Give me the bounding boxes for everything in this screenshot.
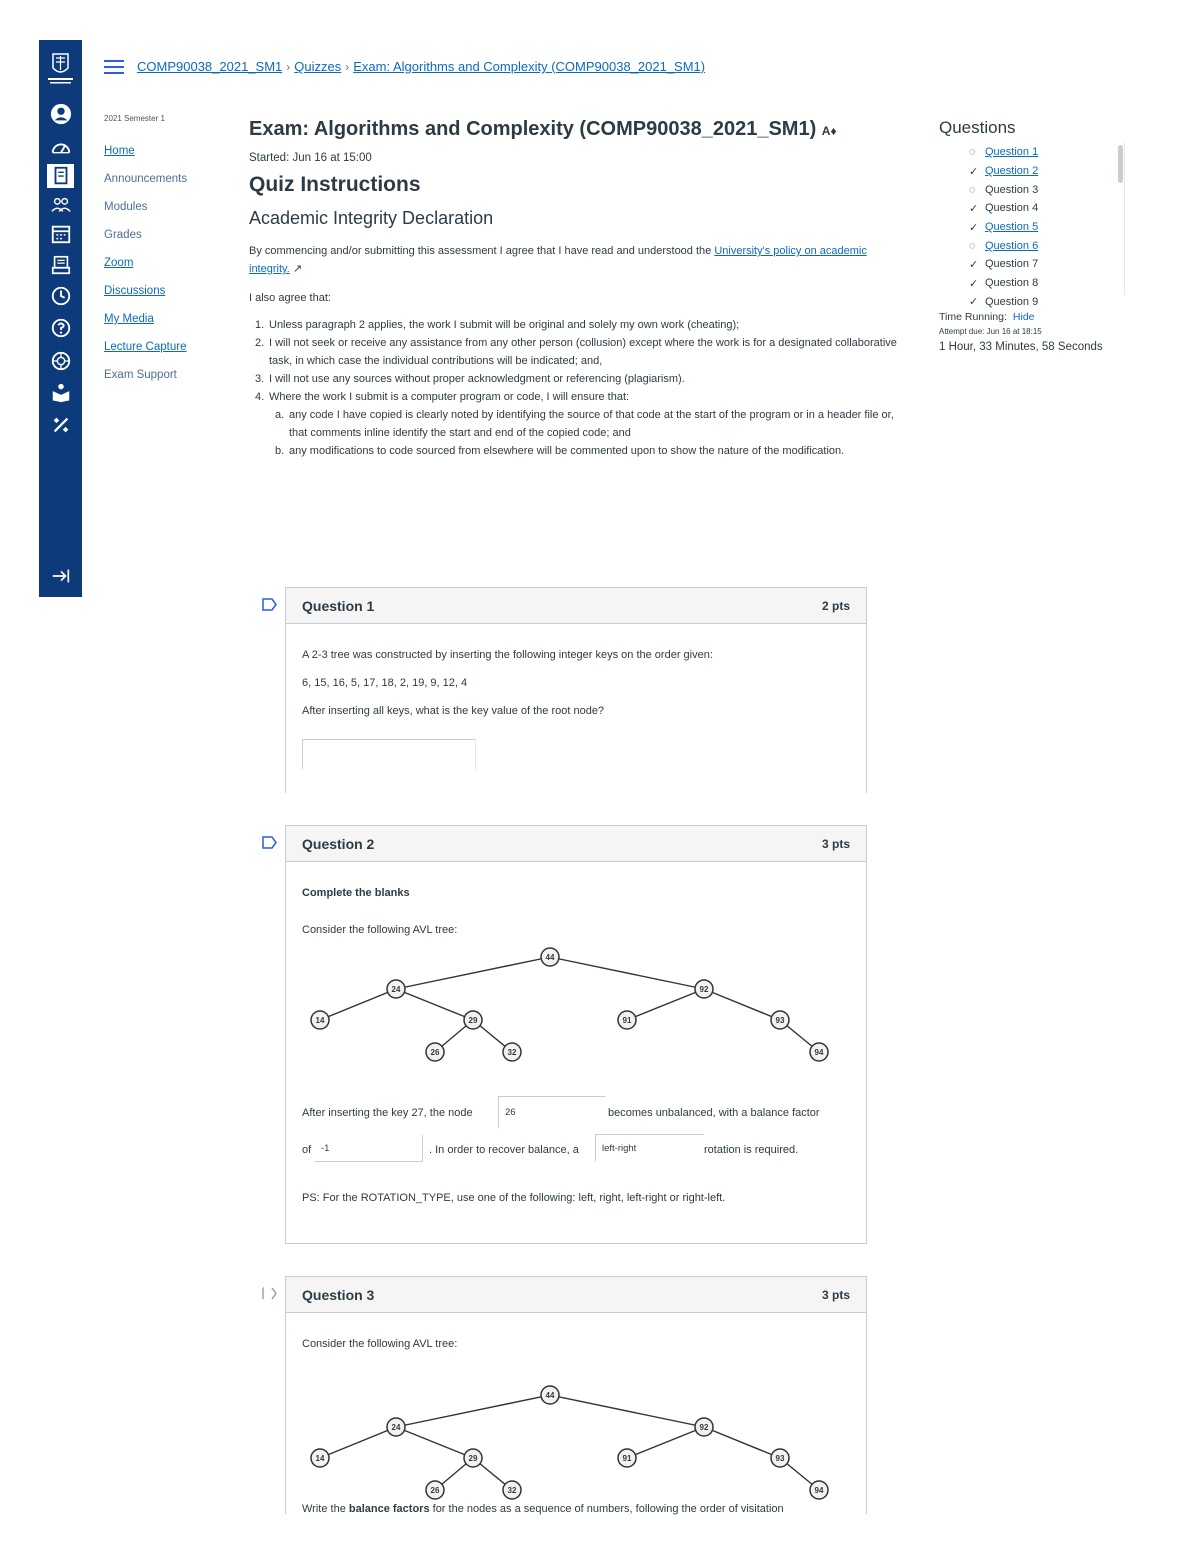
course-nav-zoom[interactable]: Zoom bbox=[104, 257, 134, 269]
question-text-part: for the nodes as a sequence of numbers, following the order of visitation bbox=[429, 1503, 784, 1515]
list-text: I will not use any sources without proper acknowledgment or referencing (plagiarism). bbox=[269, 373, 685, 385]
answer-input[interactable] bbox=[302, 739, 476, 770]
question-text: . In order to recover balance, a bbox=[429, 1144, 579, 1156]
question-text-bold: balance factors bbox=[348, 1503, 430, 1515]
question-title: Question 1 bbox=[302, 597, 375, 614]
questions-list[interactable] bbox=[969, 143, 1129, 309]
tree-node-label: 91 bbox=[622, 1454, 632, 1463]
question-title: Question 2 bbox=[302, 835, 375, 852]
list-text: any modifications to code sourced from elsewhere will be commented upon to show the nature of the modification. bbox=[289, 445, 845, 457]
question-nav-link[interactable]: Question 6 bbox=[985, 239, 1039, 252]
flag-question-icon[interactable] bbox=[262, 1287, 278, 1300]
question-nav-link[interactable]: Question 5 bbox=[985, 221, 1039, 234]
tree-edge bbox=[550, 957, 704, 989]
history-icon[interactable] bbox=[47, 284, 74, 308]
declaration-text-body: By commencing and/or submitting this assessment I agree that I have read and understood the bbox=[249, 245, 715, 257]
question-nav-item[interactable] bbox=[969, 255, 1129, 274]
question-nav-item[interactable] bbox=[969, 293, 1129, 312]
hamburger-menu-icon[interactable] bbox=[104, 60, 124, 76]
questions-panel-title: Questions bbox=[939, 118, 1016, 137]
question-text: becomes unbalanced, with a balance factor bbox=[608, 1107, 820, 1119]
question-heading: Complete the blanks bbox=[302, 887, 410, 899]
tree-node-label: 94 bbox=[814, 1486, 824, 1495]
tools-icon[interactable] bbox=[47, 413, 74, 437]
balance-factor-input[interactable]: -1 bbox=[314, 1134, 423, 1162]
question-text: Consider the following AVL tree: bbox=[302, 1338, 458, 1350]
question-body bbox=[286, 1313, 866, 1513]
external-link-icon: ↗ bbox=[292, 263, 303, 275]
question-nav-link[interactable]: Question 7 bbox=[985, 258, 1039, 271]
tree-node-label: 44 bbox=[545, 953, 555, 962]
checkmark-icon: ✓ bbox=[969, 258, 979, 271]
tree-node-label: 32 bbox=[507, 1486, 517, 1495]
checkmark-icon: ✓ bbox=[969, 277, 979, 290]
question-text: After inserting the key 27, the node bbox=[302, 1107, 473, 1119]
list-number: 3. bbox=[255, 373, 265, 385]
list-number: 4. bbox=[255, 391, 265, 403]
attempt-due: Attempt due: Jun 16 at 18:15 bbox=[939, 327, 1042, 336]
scrollbar-thumb[interactable] bbox=[1118, 145, 1123, 183]
question-text bbox=[302, 1503, 784, 1515]
course-nav-modules[interactable]: Modules bbox=[104, 201, 148, 213]
course-nav-my-media[interactable]: My Media bbox=[104, 313, 154, 325]
quiz-started: Started: Jun 16 at 15:00 bbox=[249, 152, 372, 164]
tree-node-label: 14 bbox=[315, 1454, 325, 1463]
question-nav-link[interactable]: Question 3 bbox=[985, 183, 1039, 196]
elapsed-time: 1 Hour, 33 Minutes, 58 Seconds bbox=[939, 341, 1103, 353]
accessibility-icon: A♦ bbox=[821, 124, 837, 138]
course-nav-discussions[interactable]: Discussions bbox=[104, 285, 166, 297]
calendar-icon[interactable] bbox=[47, 222, 74, 246]
course-nav bbox=[104, 114, 234, 396]
question-header bbox=[286, 588, 866, 624]
collapse-nav-icon[interactable] bbox=[47, 564, 74, 588]
list-number: b. bbox=[275, 445, 285, 457]
question-text: rotation is required. bbox=[704, 1144, 799, 1156]
list-number: 1. bbox=[255, 319, 265, 331]
question-nav-item[interactable] bbox=[969, 180, 1129, 199]
node-answer-input[interactable]: 26 bbox=[498, 1096, 606, 1129]
course-nav-grades[interactable]: Grades bbox=[104, 229, 142, 241]
studio-icon[interactable] bbox=[47, 381, 74, 405]
tree-node-label: 26 bbox=[430, 1486, 440, 1495]
question-points: 3 pts bbox=[821, 836, 850, 851]
checkmark-icon: ✓ bbox=[969, 202, 979, 215]
tree-edge bbox=[396, 1395, 550, 1427]
quiz-instructions-title: Quiz Instructions bbox=[249, 173, 421, 196]
list-item bbox=[255, 316, 900, 334]
question-nav-link[interactable]: Question 1 bbox=[985, 146, 1039, 159]
dashboard-icon[interactable] bbox=[47, 137, 74, 161]
question-text: Consider the following AVL tree: bbox=[302, 924, 458, 936]
tree-node-label: 29 bbox=[468, 1016, 478, 1025]
list-text: Where the work I submit is a computer program or code, I will ensure that: bbox=[269, 391, 630, 403]
flag-question-icon[interactable] bbox=[262, 836, 278, 849]
tree-node-label: 32 bbox=[507, 1048, 517, 1057]
breadcrumb-exam[interactable]: Exam: Algorithms and Complexity (COMP90038_2021_SM1) bbox=[353, 59, 706, 74]
list-item bbox=[255, 388, 900, 406]
list-number: 2. bbox=[255, 337, 265, 349]
tree-edge bbox=[627, 1427, 704, 1458]
list-item bbox=[275, 406, 900, 442]
question-1-card bbox=[285, 587, 867, 793]
unanswered-icon: ◌ bbox=[969, 183, 976, 196]
chevron-right-icon: › bbox=[345, 60, 350, 74]
time-running bbox=[939, 311, 1129, 323]
global-nav bbox=[39, 40, 82, 597]
commons-icon[interactable] bbox=[47, 349, 74, 373]
question-3-card bbox=[285, 1276, 867, 1514]
question-nav-link[interactable]: Question 8 bbox=[985, 277, 1039, 290]
declaration-title: Academic Integrity Declaration bbox=[249, 208, 494, 228]
quiz-title bbox=[249, 118, 899, 141]
rotation-type-input[interactable]: left-right bbox=[595, 1134, 704, 1162]
integrity-policy-link[interactable]: University's policy on academic integrity. bbox=[249, 245, 867, 275]
question-body bbox=[286, 862, 866, 1243]
agree-text: I also agree that: bbox=[249, 292, 331, 304]
groups-icon[interactable] bbox=[47, 193, 74, 217]
terms-list bbox=[255, 316, 900, 460]
time-running-label: Time Running: bbox=[939, 311, 1007, 323]
courses-icon[interactable] bbox=[47, 164, 74, 188]
tree-edge bbox=[396, 957, 550, 989]
question-nav-link[interactable]: Question 9 bbox=[985, 295, 1039, 308]
breadcrumb bbox=[137, 59, 705, 74]
tree-node-label: 24 bbox=[391, 985, 401, 994]
hide-timer-button[interactable]: Hide bbox=[1012, 311, 1035, 323]
course-nav-announcements[interactable]: Announcements bbox=[104, 173, 188, 185]
question-points: 2 pts bbox=[821, 598, 850, 613]
question-text-part: Write the bbox=[302, 1503, 349, 1515]
scrollbar-track[interactable] bbox=[1124, 143, 1125, 295]
timer bbox=[939, 311, 1129, 353]
question-nav-link[interactable]: Question 4 bbox=[985, 202, 1039, 215]
declaration-text bbox=[249, 242, 894, 278]
question-nav-link[interactable]: Question 2 bbox=[985, 165, 1039, 178]
tree-node-label: 24 bbox=[391, 1423, 401, 1432]
tree-edge bbox=[320, 1427, 396, 1458]
chevron-right-icon: › bbox=[286, 60, 291, 74]
flag-question-icon[interactable] bbox=[262, 598, 278, 611]
help-icon[interactable] bbox=[47, 316, 74, 340]
tree-node-label: 93 bbox=[775, 1016, 785, 1025]
tree-node-label: 26 bbox=[430, 1048, 440, 1057]
checkmark-icon: ✓ bbox=[969, 165, 979, 178]
list-number: a. bbox=[275, 409, 285, 421]
breadcrumb-course[interactable]: COMP90038_2021_SM1 bbox=[137, 59, 283, 74]
breadcrumb-quizzes[interactable]: Quizzes bbox=[294, 59, 342, 74]
question-nav-item[interactable] bbox=[969, 143, 1129, 162]
tree-edge bbox=[320, 989, 396, 1020]
tree-node-label: 44 bbox=[545, 1391, 555, 1400]
quiz-title-text: Exam: Algorithms and Complexity (COMP90038_2021_SM1) bbox=[249, 118, 817, 140]
questions-panel bbox=[939, 118, 1129, 309]
unanswered-icon: ◌ bbox=[969, 239, 976, 252]
question-text: A 2-3 tree was constructed by inserting the following integer keys on the order given: bbox=[302, 649, 713, 661]
avl-tree-diagram bbox=[300, 937, 840, 1077]
question-text: of bbox=[302, 1144, 312, 1156]
checkmark-icon: ✓ bbox=[969, 296, 979, 309]
question-2-card bbox=[285, 825, 867, 1244]
list-text: any code I have copied is clearly noted by identifying the source of that code at the start of the program or in a header file or, that comments inline identify the start and end of the copied code; and bbox=[289, 409, 894, 439]
tree-edge bbox=[550, 1395, 704, 1427]
course-term: 2021 Semester 1 bbox=[104, 114, 165, 123]
course-nav-home[interactable]: Home bbox=[104, 145, 135, 157]
list-item bbox=[255, 370, 900, 388]
tree-edge bbox=[396, 1427, 473, 1458]
question-nav-item[interactable] bbox=[969, 274, 1129, 293]
question-title: Question 3 bbox=[302, 1286, 375, 1303]
quiz-main bbox=[249, 118, 899, 460]
tree-node-label: 94 bbox=[814, 1048, 824, 1057]
tree-node-label: 92 bbox=[699, 1423, 709, 1432]
tree-edge bbox=[704, 989, 780, 1020]
question-header bbox=[286, 826, 866, 862]
inbox-icon[interactable] bbox=[47, 253, 74, 277]
list-text: I will not seek or receive any assistance from any other person (collusion) except where the work is for a designated collaborative task, in which case the individual contributions will be indicated; and, bbox=[269, 337, 897, 367]
tree-edge bbox=[396, 989, 473, 1020]
tree-node-label: 29 bbox=[468, 1454, 478, 1463]
university-logo-icon[interactable] bbox=[44, 48, 77, 90]
question-nav-item[interactable] bbox=[969, 218, 1129, 237]
tree-node-label: 93 bbox=[775, 1454, 785, 1463]
course-nav-lecture-capture[interactable]: Lecture Capture bbox=[104, 341, 187, 353]
list-text: Unless paragraph 2 applies, the work I submit will be original and solely my own work (cheating); bbox=[269, 319, 740, 331]
tree-node-label: 91 bbox=[622, 1016, 632, 1025]
question-text: 6, 15, 16, 5, 17, 18, 2, 19, 9, 12, 4 bbox=[302, 677, 468, 689]
question-body bbox=[286, 624, 866, 794]
question-header bbox=[286, 1277, 866, 1313]
list-item bbox=[275, 442, 900, 460]
question-text: After inserting all keys, what is the key value of the root node? bbox=[302, 705, 605, 717]
tree-edge bbox=[627, 989, 704, 1020]
tree-node-label: 92 bbox=[699, 985, 709, 994]
account-icon[interactable] bbox=[47, 102, 74, 126]
question-points: 3 pts bbox=[821, 1287, 850, 1302]
avl-tree-diagram bbox=[300, 1375, 840, 1515]
tree-edge bbox=[704, 1427, 780, 1458]
question-nav-item[interactable] bbox=[969, 199, 1129, 218]
unanswered-icon: ◌ bbox=[969, 146, 976, 159]
tree-node-label: 14 bbox=[315, 1016, 325, 1025]
question-nav-item[interactable] bbox=[969, 162, 1129, 181]
checkmark-icon: ✓ bbox=[969, 221, 979, 234]
rotation-type-note: PS: For the ROTATION_TYPE, use one of the following: left, right, left-right or right-left. bbox=[302, 1192, 726, 1204]
course-nav-exam-support[interactable]: Exam Support bbox=[104, 369, 177, 381]
question-nav-item[interactable] bbox=[969, 236, 1129, 255]
list-item bbox=[255, 334, 900, 370]
